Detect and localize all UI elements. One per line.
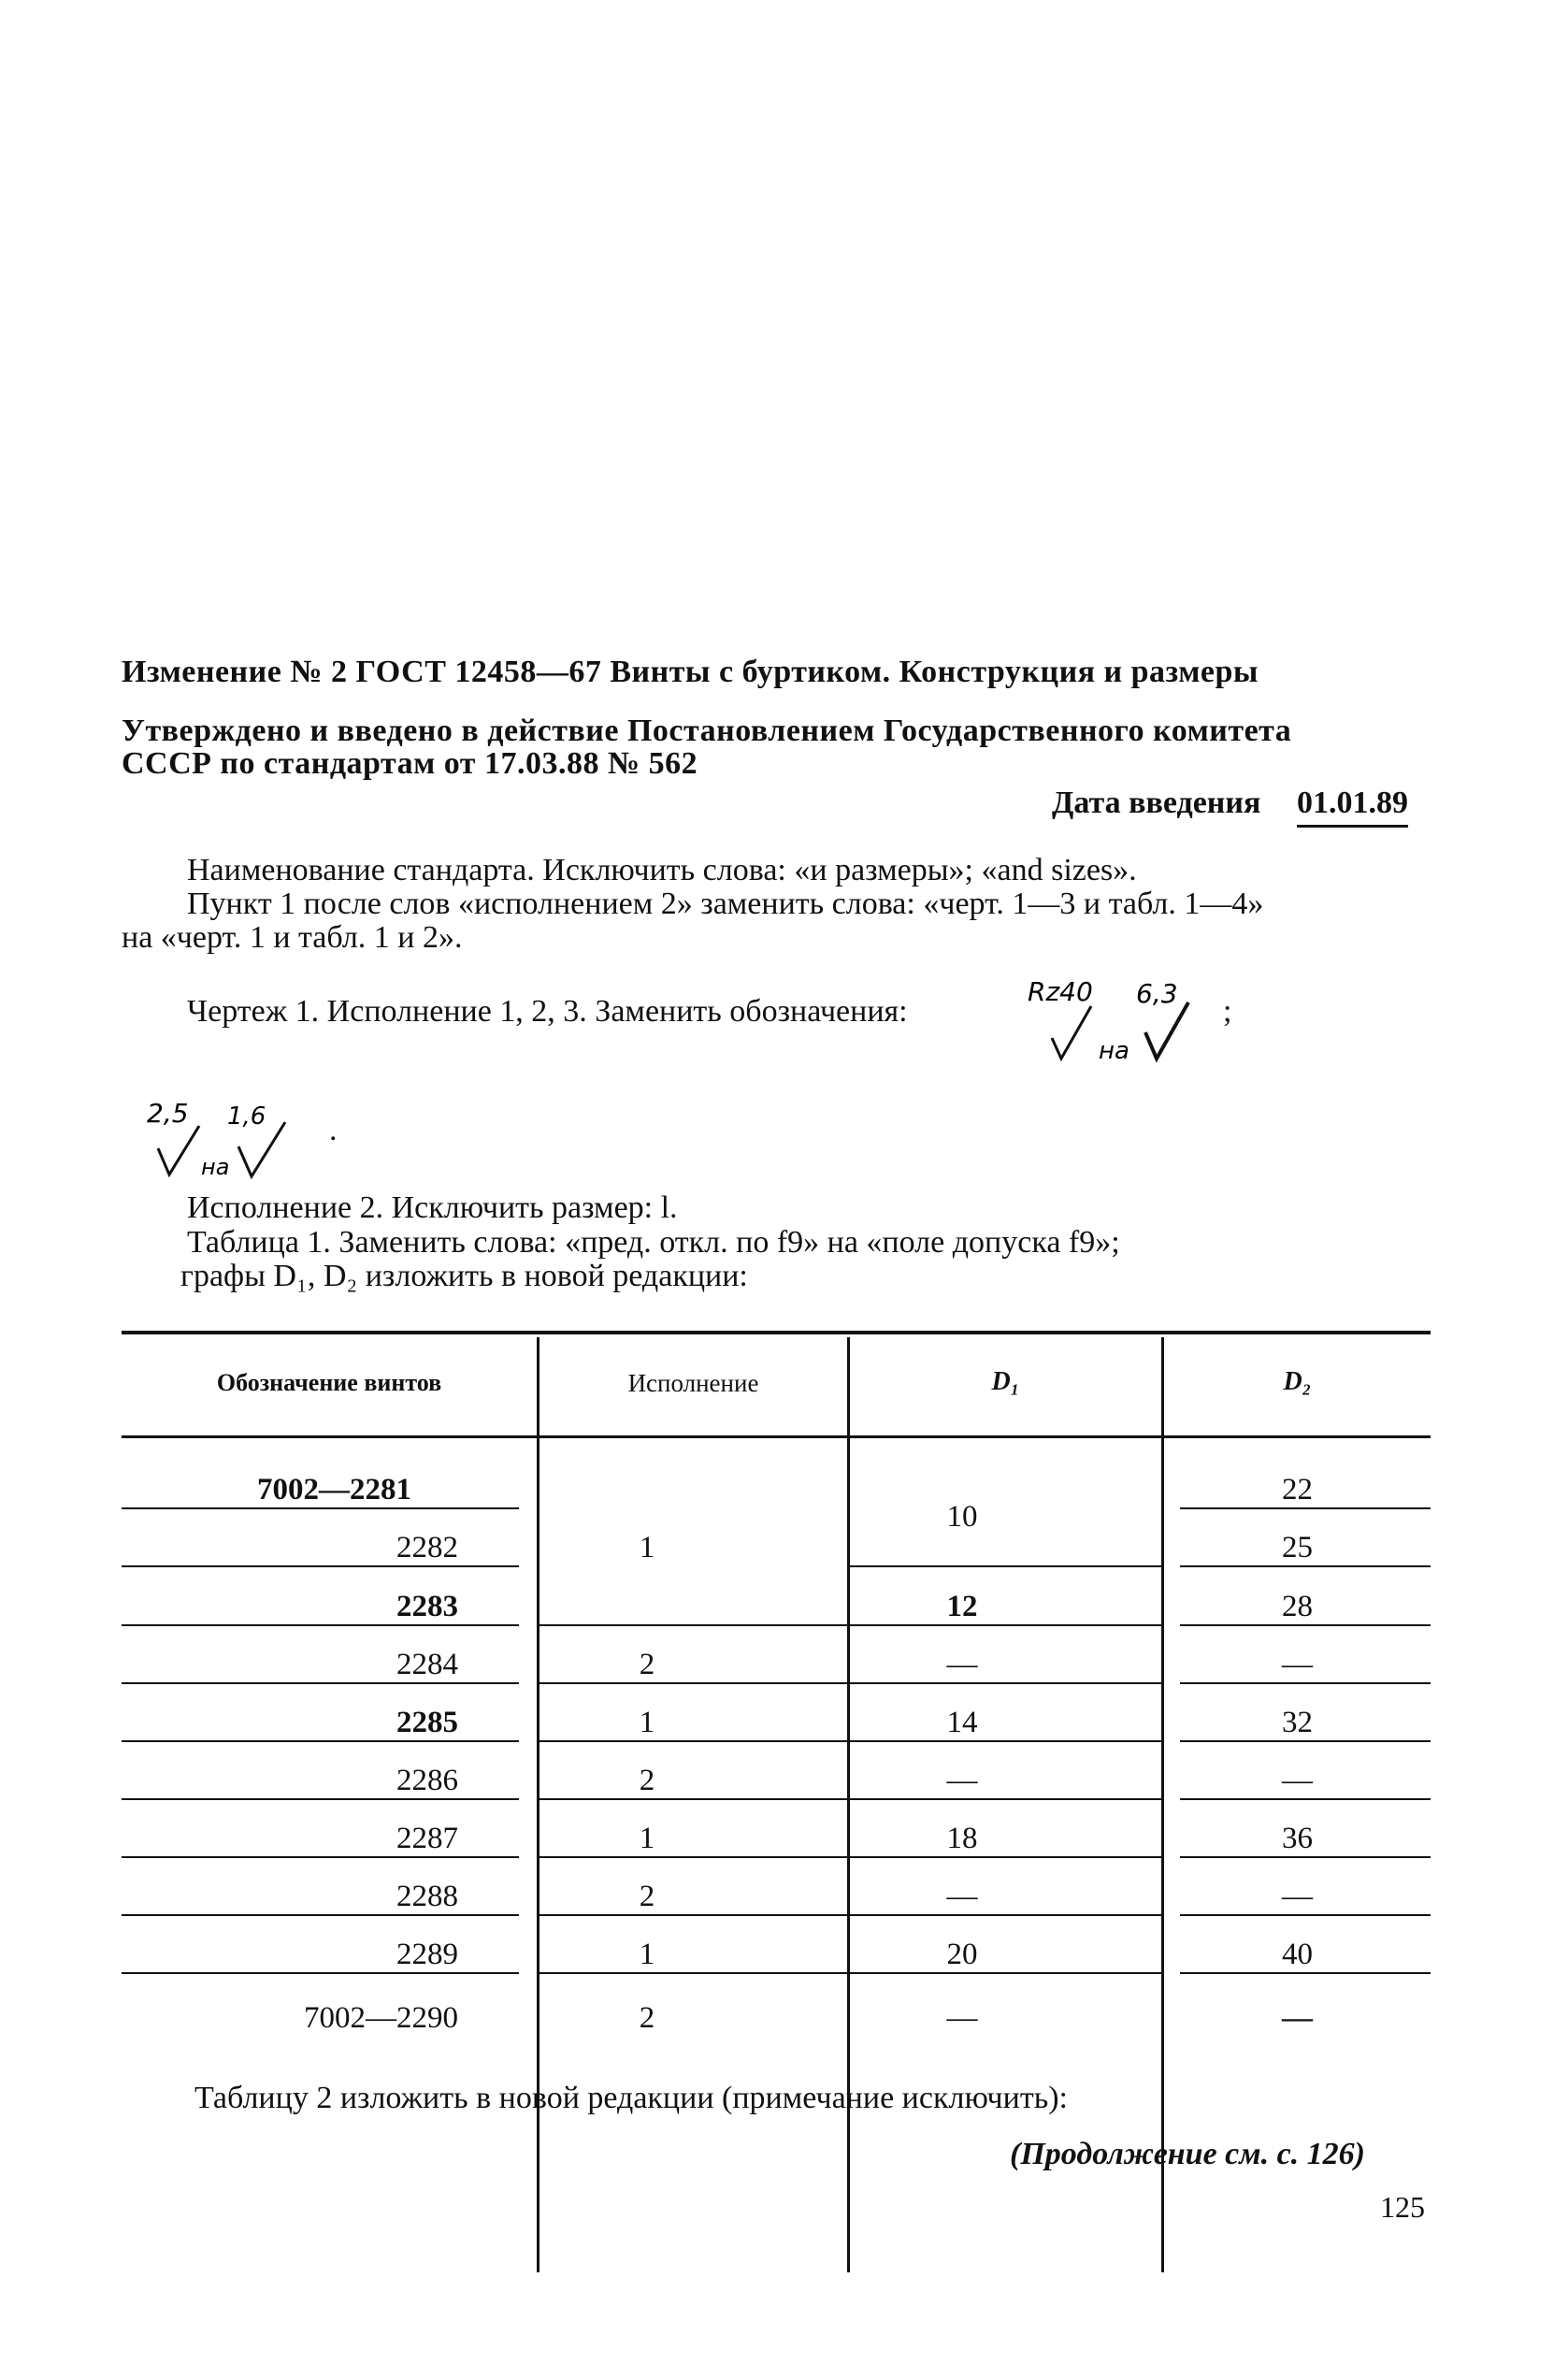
paragraph-isp2: Исполнение 2. Исключить размер: l. (187, 1190, 678, 1225)
d1-cell: — (946, 1648, 978, 1681)
execution-cell: 1 (639, 1706, 655, 1739)
paragraph-columns: графы D₁, D₂ изложить в новой редакции: (180, 1259, 748, 1293)
table-row-code: 2286 (396, 1764, 458, 1797)
date-value: 01.01.89 (1297, 786, 1408, 828)
d1-cell: 20 (946, 1938, 978, 1971)
table-row-code: 7002—2281 (257, 1473, 411, 1506)
svg-text:2,5: 2,5 (147, 1098, 189, 1129)
paragraph-table1: Таблица 1. Заменить слова: «пред. откл. по f9» на «поле допуска f9»; (187, 1225, 1120, 1260)
svg-text:1,6: 1,6 (227, 1103, 266, 1131)
table-row-code: 2287 (396, 1822, 458, 1855)
paragraph-punkt-1a: Пункт 1 после слов «исполнением 2» заменить слова: «черт. 1—3 и табл. 1—4» (187, 886, 1264, 921)
table-row-code: 2283 (396, 1590, 458, 1623)
d2-cell: 40 (1282, 1938, 1313, 1971)
paragraph-name: Наименование стандарта. Исключить слова: «и размеры»; «and sizes». (187, 853, 1137, 887)
svg-text:6,3: 6,3 (1136, 978, 1178, 1009)
table-row-code: 2289 (396, 1938, 458, 1971)
d2-cell: — (1282, 1764, 1313, 1797)
table-row-code: 7002—2290 (304, 2001, 458, 2035)
paragraph-punkt-1b: на «черт. 1 и табл. 1 и 2». (122, 920, 463, 955)
approval-line-1: Утверждено и введено в действие Постановлением Государственного комитета (122, 714, 1292, 748)
date-label: Дата введения (1052, 786, 1261, 820)
d2-cell: 36 (1282, 1822, 1313, 1855)
page-number: 125 (1380, 2190, 1425, 2224)
execution-cell: 2 (639, 1648, 655, 1681)
d2-cell: 25 (1282, 1531, 1313, 1564)
header-d1: D₁ (991, 1367, 1020, 1396)
period: . (329, 1113, 338, 1147)
table-row-code: 2288 (396, 1880, 458, 1913)
d1-cell: 12 (946, 1590, 978, 1623)
table-row-code: 2285 (396, 1706, 458, 1739)
continued-note: (Продолжение см. с. 126) (1010, 2137, 1365, 2171)
d1-cell: — (946, 2001, 978, 2035)
d1-cell: 18 (946, 1822, 978, 1855)
d2-cell: — (1282, 1648, 1313, 1681)
execution-cell: 2 (639, 1764, 655, 1797)
approval-line-2: СССР по стандартам от 17.03.88 № 562 (122, 746, 698, 781)
roughness-symbol-1 (1024, 973, 1248, 1066)
execution-cell: 2 (639, 1880, 655, 1913)
amendment-title: Изменение № 2 ГОСТ 12458—67 Винты с буртиком. Конструкция и размеры (122, 655, 1259, 689)
execution-cell: 1 (639, 1938, 655, 1971)
table-row-code: 2282 (396, 1531, 458, 1564)
d2-cell: — (1282, 2001, 1313, 2035)
d1-cell: 14 (946, 1706, 978, 1739)
roughness-symbol-2 (145, 1094, 332, 1188)
svg-text:на: на (201, 1154, 230, 1180)
d1-cell: — (946, 1880, 978, 1913)
header-execution: Исполнение (627, 1369, 759, 1397)
header-designation: Обозначение винтов (216, 1369, 442, 1396)
svg-text:на: на (1099, 1037, 1129, 1065)
d2-cell: 32 (1282, 1706, 1313, 1739)
table2-instruction: Таблицу 2 изложить в новой редакции (примечание исключить): (194, 2081, 1068, 2115)
svg-text:Rz40: Rz40 (1028, 976, 1093, 1007)
d2-cell: 22 (1282, 1473, 1313, 1506)
table-row-code: 2284 (396, 1648, 458, 1681)
execution-cell: 1 (639, 1531, 655, 1564)
execution-cell: 2 (639, 2001, 655, 2035)
d2-cell: — (1282, 1880, 1313, 1913)
paragraph-drawing: Чертеж 1. Исполнение 1, 2, 3. Заменить обозначения: (187, 994, 908, 1029)
semicolon: ; (1223, 994, 1232, 1029)
d1-cell: — (946, 1764, 978, 1797)
d1-cell: 10 (946, 1500, 978, 1534)
d2-cell: 28 (1282, 1590, 1313, 1623)
header-d2: D₂ (1283, 1367, 1312, 1396)
execution-cell: 1 (639, 1822, 655, 1855)
